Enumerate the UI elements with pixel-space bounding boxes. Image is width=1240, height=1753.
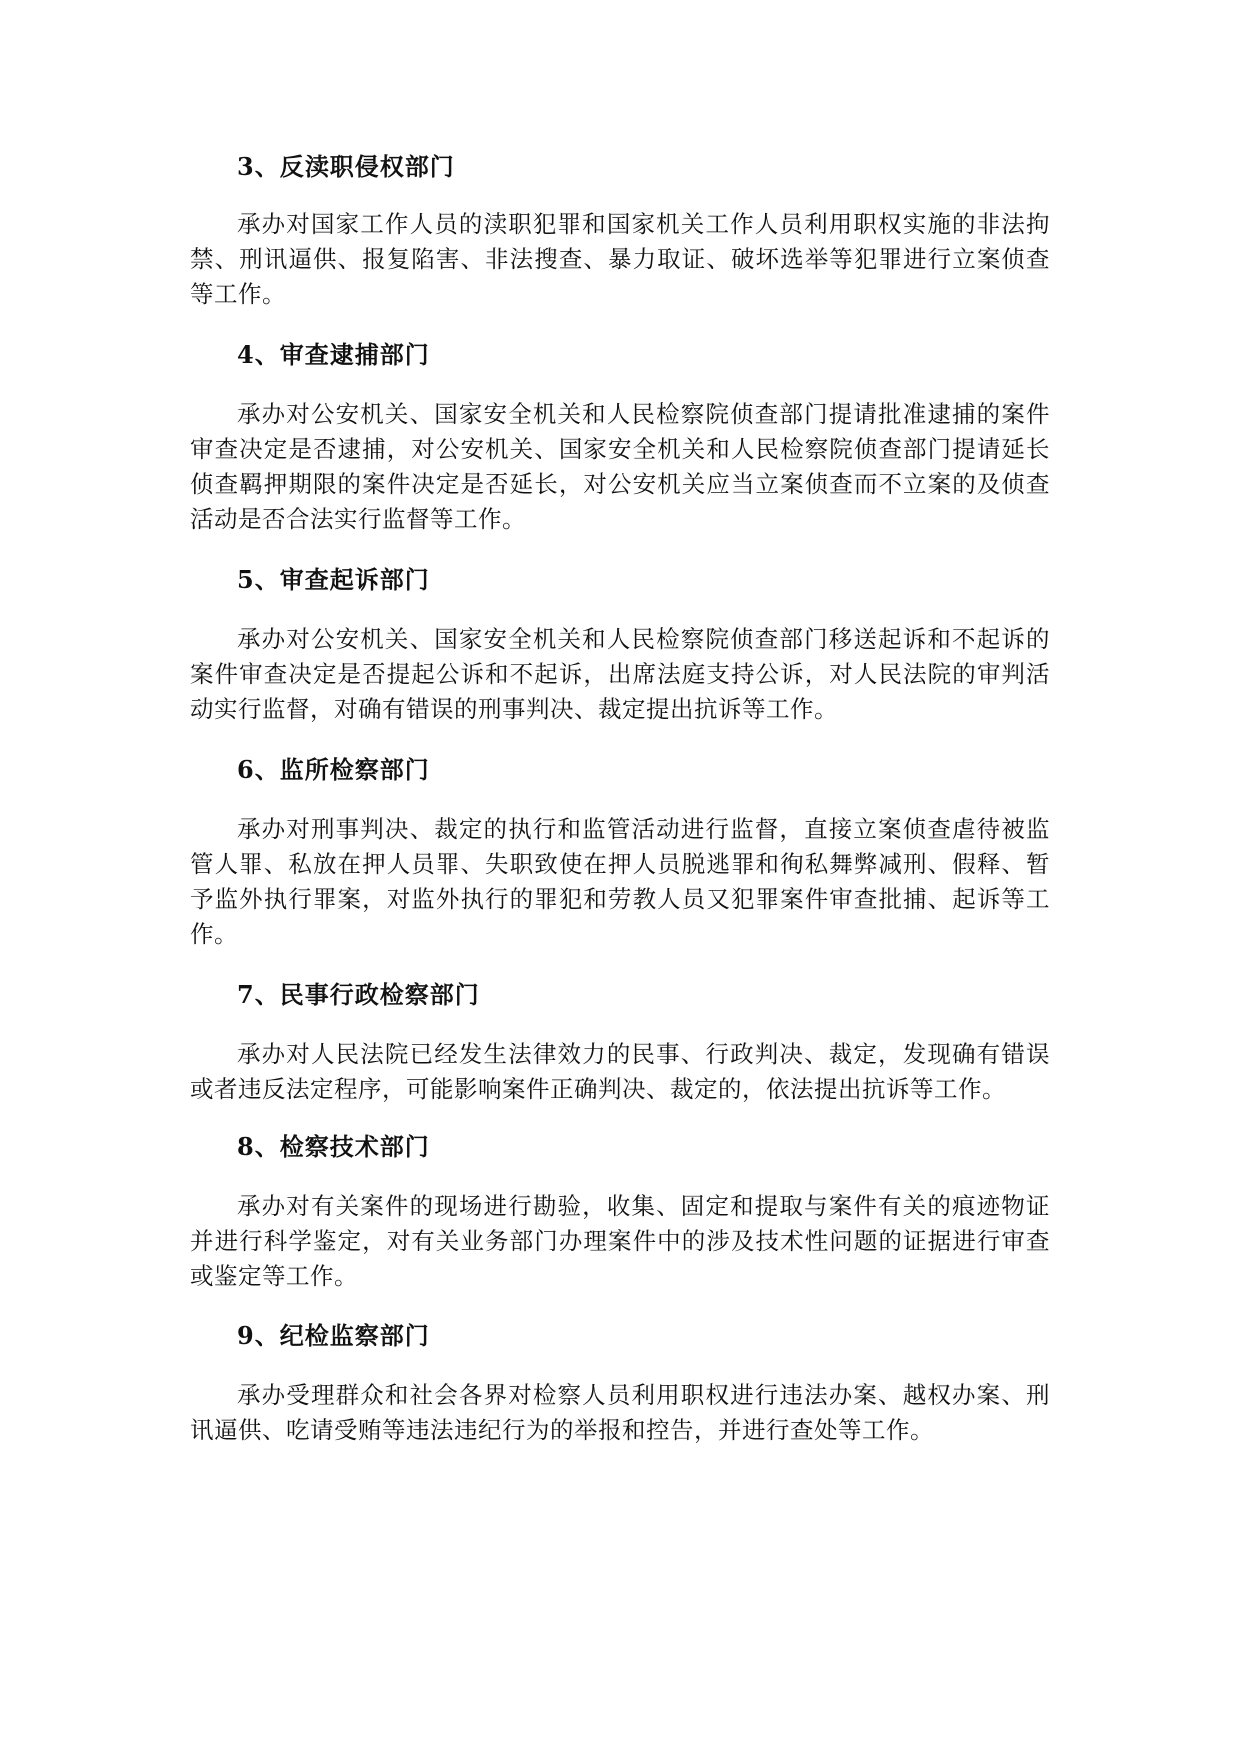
section-heading-6: 6、监所检察部门: [237, 755, 430, 784]
section-heading-8: 8、检察技术部门: [237, 1132, 430, 1161]
section-body-6: 承办对刑事判决、裁定的执行和监管活动进行监督，直接立案侦查虐待被监管人罪、私放在押人员罪、失职致使在押人员脱逃罪和徇私舞弊减刑、假释、暂予监外执行罪案，对监外执行的罪犯和劳教人员又犯罪案件审查批捕、起诉等工作。: [190, 815, 1050, 948]
section-heading-3: 3、反渎职侵权部门: [237, 152, 455, 181]
section-heading-4: 4、审查逮捕部门: [237, 340, 430, 369]
section-body-8: 承办对有关案件的现场进行勘验，收集、固定和提取与案件有关的痕迹物证并进行科学鉴定，对有关业务部门办理案件中的涉及技术性问题的证据进行审查或鉴定等工作。: [190, 1192, 1050, 1290]
section-heading-5: 5、审查起诉部门: [237, 565, 430, 594]
section-heading-9: 9、纪检监察部门: [237, 1321, 430, 1350]
section-body-7: 承办对人民法院已经发生法律效力的民事、行政判决、裁定，发现确有错误或者违反法定程序，可能影响案件正确判决、裁定的，依法提出抗诉等工作。: [190, 1040, 1050, 1103]
section-body-5: 承办对公安机关、国家安全机关和人民检察院侦查部门移送起诉和不起诉的案件审查决定是否提起公诉和不起诉，出席法庭支持公诉，对人民法院的审判活动实行监督，对确有错误的刑事判决、裁定提出抗诉等工作。: [190, 625, 1050, 723]
section-body-4: 承办对公安机关、国家安全机关和人民检察院侦查部门提请批准逮捕的案件审查决定是否逮捕，对公安机关、国家安全机关和人民检察院侦查部门提请延长侦查羁押期限的案件决定是否延长，对公安机关应当立案侦查而不立案的及侦查活动是否合法实行监督等工作。: [190, 400, 1050, 533]
section-body-9: 承办受理群众和社会各界对检察人员利用职权进行违法办案、越权办案、刑讯逼供、吃请受贿等违法违纪行为的举报和控告，并进行查处等工作。: [190, 1381, 1050, 1444]
section-heading-7: 7、民事行政检察部门: [237, 980, 480, 1009]
section-body-3: 承办对国家工作人员的渎职犯罪和国家机关工作人员利用职权实施的非法拘禁、刑讯逼供、报复陷害、非法搜查、暴力取证、破坏选举等犯罪进行立案侦查等工作。: [190, 210, 1050, 308]
